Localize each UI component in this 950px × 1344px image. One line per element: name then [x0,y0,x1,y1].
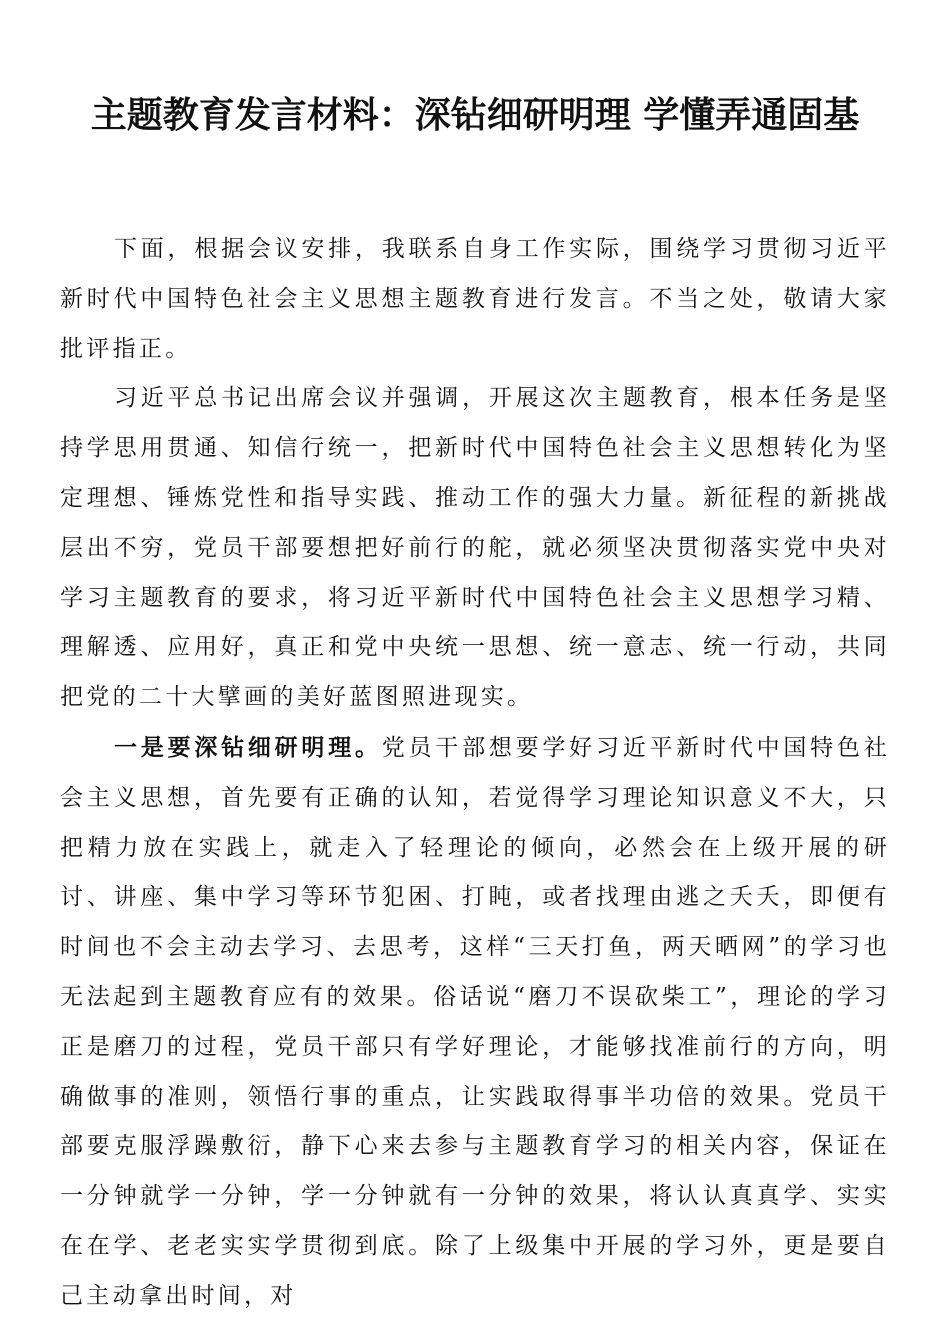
paragraph-intro [60,225,890,374]
document-body [60,225,890,1322]
paragraph-lead-heading: 一是要深钻细研明理。 [114,733,382,761]
paragraph-background [60,374,890,723]
paragraph-text: 习近平总书记出席会议并强调，开展这次主题教育，根本任务是坚持学思用贯通、知信行统一，把新时代中国特色社会主义思想转化为坚定理想、锤炼党性和指导实践、推动工作的强大力量。新征程的新挑战层出不穷，党员干部要想把好前行的舵，就必须坚决贯彻落实党中央对学习主题教育的要求，将习近平新时代中国特色社会主义思想学习精、理解透、应用好，真正和党中央统一思想、统一意志、统一行动，共同把党的二十大擘画的美好蓝图照进现实。 [60,385,890,711]
document-title: 主题教育发言材料：深钻细研明理 学懂弄通固基 [90,94,860,136]
paragraph-point-one [60,723,890,1322]
paragraph-text: 党员干部想要学好习近平新时代中国特色社会主义思想，首先要有正确的认知，若觉得学习理论知识意义不大，只把精力放在实践上，就走入了轻理论的倾向，必然会在上级开展的研讨、讲座、集中学习等环节犯困、打盹，或者找理由逃之夭夭，即便有时间也不会主动去学习、去思考，这样“三天打鱼，两天晒网”的学习也无法起到主题教育应有的效果。俗话说“磨刀不误砍柴工”，理论的学习正是磨刀的过程，党员干部只有学好理论，才能够找准前行的方向，明确做事的准则，领悟行事的重点，让实践取得事半功倍的效果。党员干部要克服浮躁敷衍，静下心来去参与主题教育学习的相关内容，保证在一分钟就学一分钟，学一分钟就有一分钟的效果，将认认真真学、实实在在学、老老实实学贯彻到底。除了上级集中开展的学习外，更是要自己主动拿出时间，对 [60,734,890,1309]
paragraph-text: 下面，根据会议安排，我联系自身工作实际，围绕学习贯彻习近平新时代中国特色社会主义思想主题教育进行发言。不当之处，敬请大家批评指正。 [60,236,890,362]
